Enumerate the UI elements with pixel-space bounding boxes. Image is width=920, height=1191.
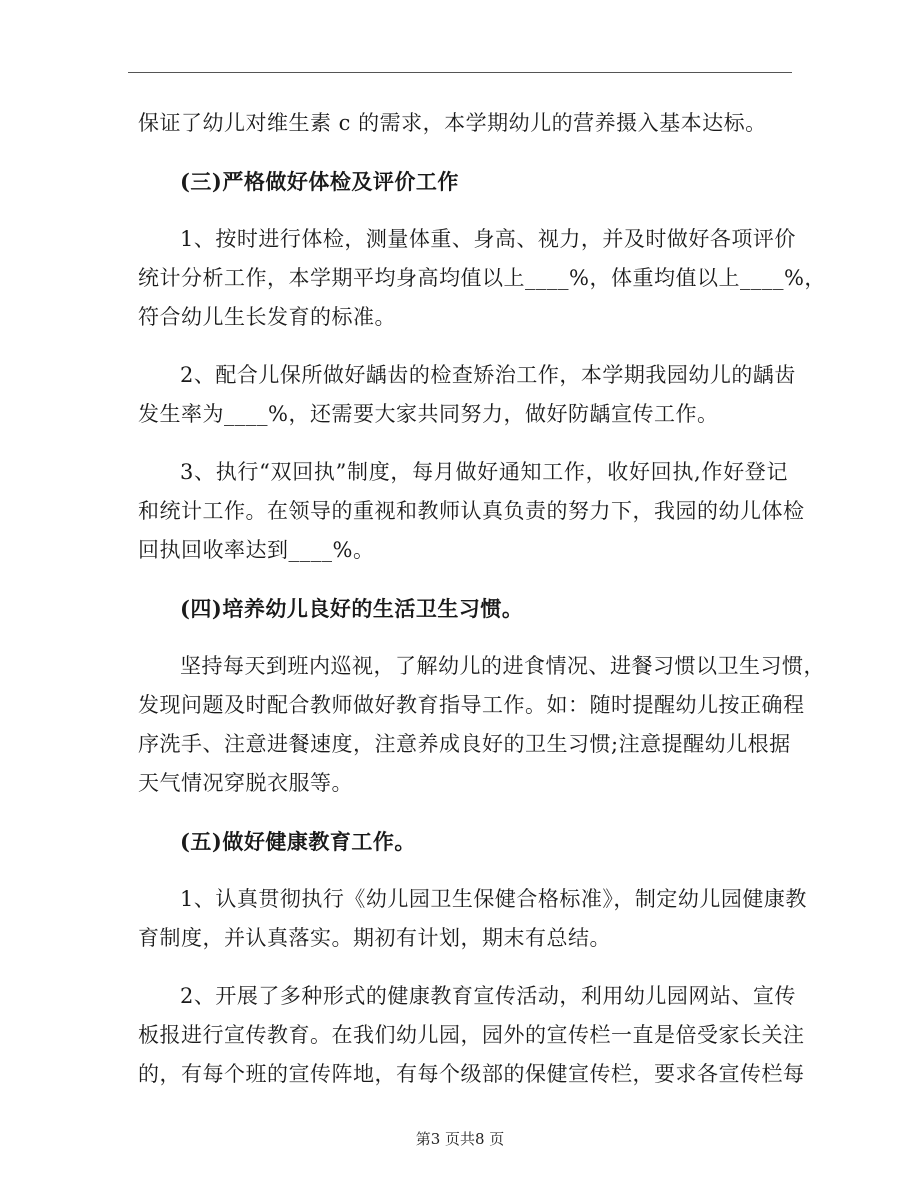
document-body [138, 104, 826, 1113]
paragraph-line: 坚持每天到班内巡视，了解幼儿的进食情况、进餐习惯以卫生习惯， [180, 654, 825, 678]
body-paragraph [138, 220, 826, 337]
section-heading [138, 162, 788, 201]
paragraph-line: 3、执行“双回执”制度，每月做好通知工作，收好回执,作好登记 [180, 460, 788, 484]
page-number-label: 第3 页共8 页 [415, 1130, 505, 1148]
paragraph-line: 发现问题及时配合教师做好教育指导工作。如：随时提醒幼儿按正确程 [138, 693, 805, 717]
paragraph-line: 天气情况穿脱衣服等。 [138, 771, 353, 795]
page-footer [0, 1128, 920, 1149]
paragraph-line: 育制度，并认真落实。期初有计划，期末有总结。 [138, 926, 611, 950]
section-heading [138, 589, 788, 628]
paragraph-line: 1、认真贯彻执行《幼儿园卫生保健合格标准》，制定幼儿园健康教 [180, 887, 807, 911]
heading-text: (三)严格做好体检及评价工作 [180, 169, 459, 194]
body-paragraph [138, 104, 788, 143]
paragraph-line: 的，有每个班的宣传阵地，有每个级部的保健宣传栏，要求各宣传栏每 [138, 1062, 805, 1086]
paragraph-line: 2、配合儿保所做好龋齿的检查矫治工作，本学期我园幼儿的龋齿 [180, 363, 796, 387]
paragraph-line: 序洗手、注意进餐速度，注意养成良好的卫生习惯;注意提醒幼儿根据 [138, 732, 791, 756]
paragraph-line: 板报进行宣传教育。在我们幼儿园，园外的宣传栏一直是倍受家长关注 [138, 1023, 805, 1047]
paragraph-line: 1、按时进行体检，测量体重、身高、视力，并及时做好各项评价 [180, 227, 796, 251]
body-paragraph [138, 453, 805, 570]
paragraph-line: 保证了幼儿对维生素 c 的需求，本学期幼儿的营养摄入基本达标。 [138, 111, 767, 135]
paragraph-line: 回执回收率达到____%。 [138, 538, 375, 562]
heading-text: (四)培养幼儿良好的生活卫生习惯。 [180, 596, 524, 621]
body-paragraph [138, 356, 796, 434]
paragraph-line: 统计分析工作，本学期平均身高均值以上____%，体重均值以上____%， [138, 266, 826, 290]
paragraph-line: 发生率为____%，还需要大家共同努力，做好防龋宣传工作。 [138, 402, 719, 426]
paragraph-line: 和统计工作。在领导的重视和教师认真负责的努力下，我园的幼儿体检 [138, 499, 805, 523]
body-paragraph [138, 977, 805, 1094]
section-heading [138, 822, 788, 861]
paragraph-line: 2、开展了多种形式的健康教育宣传活动，利用幼儿园网站、宣传 [180, 984, 796, 1008]
paragraph-line: 符合幼儿生长发育的标准。 [138, 305, 396, 329]
body-paragraph [138, 880, 807, 958]
heading-text: (五)做好健康教育工作。 [180, 829, 416, 854]
body-paragraph [138, 647, 825, 803]
header-divider [128, 72, 792, 73]
